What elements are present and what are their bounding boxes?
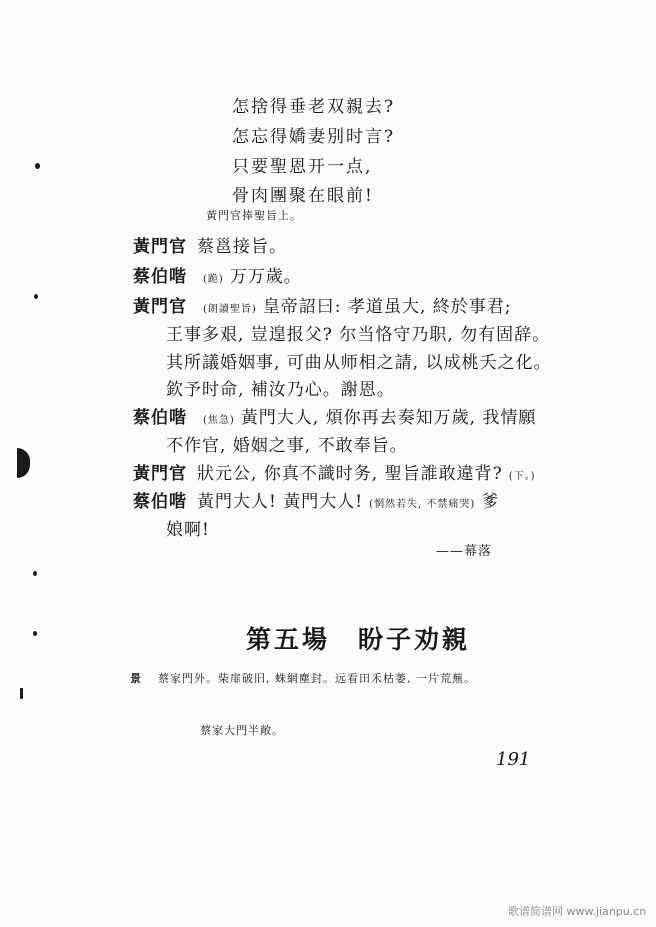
verse-line-4: 骨肉團聚在眼前! bbox=[232, 186, 374, 206]
binding-mark bbox=[34, 294, 38, 299]
speaker-name: 蔡伯喈 bbox=[133, 408, 187, 428]
speaker-name: 黃門官 bbox=[133, 464, 187, 484]
dialogue-line bbox=[133, 487, 499, 512]
dialogue-continuation: 其所議婚姻事, 可曲从师相之請, 以成桃夭之化。 bbox=[166, 353, 552, 373]
dialogue-continuation: 不作官, 婚姻之事, 不敢奉旨。 bbox=[166, 436, 408, 456]
dialogue-text: 黃門大人! 黃門大人! bbox=[197, 492, 364, 512]
scene-title: 第五場 盼子劝親 bbox=[246, 625, 471, 654]
stage-direction-exit: (下。) bbox=[508, 471, 536, 482]
verse-line-1: 怎捨得垂老双親去? bbox=[232, 97, 396, 117]
stage-direction: (跪) bbox=[203, 274, 224, 285]
setting-label: 景 bbox=[130, 672, 142, 685]
dialogue-line bbox=[133, 292, 511, 317]
binding-mark bbox=[35, 163, 40, 169]
stage-direction: (朗讀聖旨) bbox=[203, 304, 257, 315]
dialogue-text: 蔡邕接旨。 bbox=[197, 237, 287, 257]
dialogue-text: 万万歲。 bbox=[229, 267, 302, 287]
curtain-falls: ——幕落 bbox=[436, 544, 493, 559]
verse-line-2: 怎忘得嬌妻別时言? bbox=[232, 127, 396, 147]
watermark: 歌谱简谱网 www.jianpu.cn bbox=[508, 905, 647, 918]
dialogue-text: 狀元公, 你真不識时务, 聖旨誰敢違背? bbox=[197, 464, 503, 484]
dialogue-text-tail: 爹 bbox=[481, 492, 500, 512]
dialogue-line bbox=[133, 262, 302, 287]
speaker-name: 蔡伯喈 bbox=[133, 267, 187, 287]
verse-line-3: 只要聖恩开一点, bbox=[232, 157, 373, 177]
binding-mark bbox=[33, 571, 37, 576]
setting-line bbox=[130, 670, 476, 686]
page-number: 191 bbox=[496, 749, 531, 770]
stage-direction: (惘然若失, 不禁痛哭) bbox=[369, 499, 476, 510]
speaker-name: 黃門官 bbox=[133, 297, 187, 317]
speaker-name: 黃門官 bbox=[133, 237, 187, 257]
binding-hole bbox=[17, 448, 30, 478]
dialogue-line bbox=[133, 459, 542, 484]
stage-direction: (焦急) bbox=[203, 415, 235, 426]
stage-direction-enter: 黃門官捧聖旨上。 bbox=[206, 209, 302, 222]
dialogue-continuation: 欽予时命, 補汝乃心。謝恩。 bbox=[166, 380, 395, 400]
dialogue-continuation: 王事多艰, 豈遑报父? 尔当恪守乃职, 勿有固辞。 bbox=[166, 325, 551, 345]
dialogue-text: 皇帝詔曰: 孝道虽大, 終於事君; bbox=[262, 297, 512, 317]
dialogue-line bbox=[133, 232, 287, 257]
dialogue-line bbox=[133, 403, 536, 428]
gate-direction: 蔡家大門半敞。 bbox=[200, 724, 284, 737]
speaker-name: 蔡伯喈 bbox=[133, 492, 187, 512]
setting-text: 蔡家門外。柴扉破旧, 蛛網塵封。远看田禾枯萎, 一片荒蕪。 bbox=[158, 672, 476, 685]
binding-mark bbox=[33, 631, 37, 636]
dialogue-text: 黃門大人, 煩你再去奏知万歲, 我情願 bbox=[240, 408, 537, 428]
dialogue-continuation: 娘啊! bbox=[166, 520, 210, 540]
binding-mark bbox=[20, 688, 23, 699]
